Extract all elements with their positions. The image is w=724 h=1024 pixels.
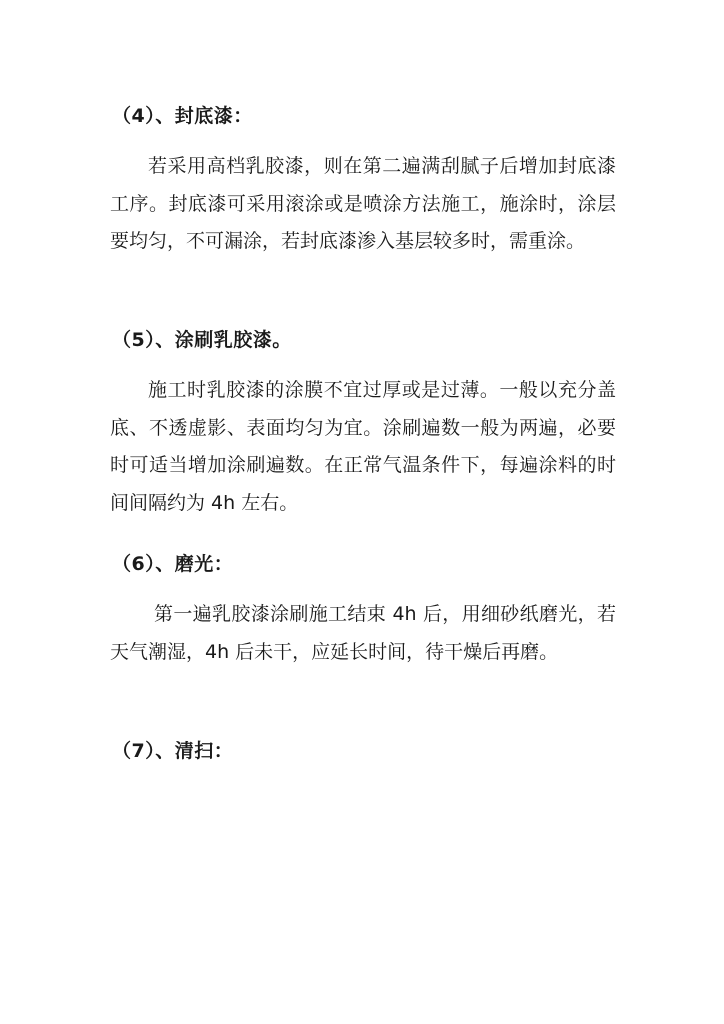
section-4-heading: （4）、封底漆： <box>112 105 253 127</box>
section-5-body: 施工时乳胶漆的涂膜不宜过厚或是过薄。一般以充分盖底、不透虚影、表面均匀为宜。涂刷遍数一般为两遍，必要时可适当增加涂刷遍数。在正常气温条件下，每遍涂料的时间间隔约为 4h 左右。 <box>110 379 616 514</box>
section-7-heading: （7）、清扫： <box>112 740 234 762</box>
section-5-heading: （5）、涂刷乳胶漆。 <box>112 329 292 351</box>
section-6-heading: （6）、磨光： <box>112 553 234 575</box>
section-6-body: 第一遍乳胶漆涂刷施工结束 4h 后，用细砂纸磨光，若天气潮湿，4h 后未干，应延长时间，待干燥后再磨。 <box>110 603 616 663</box>
section-4-body: 若采用高档乳胶漆，则在第二遍满刮腻子后增加封底漆工序。封底漆可采用滚涂或是喷涂方法施工，施涂时，涂层要均匀，不可漏涂，若封底漆渗入基层较多时，需重涂。 <box>110 155 616 252</box>
